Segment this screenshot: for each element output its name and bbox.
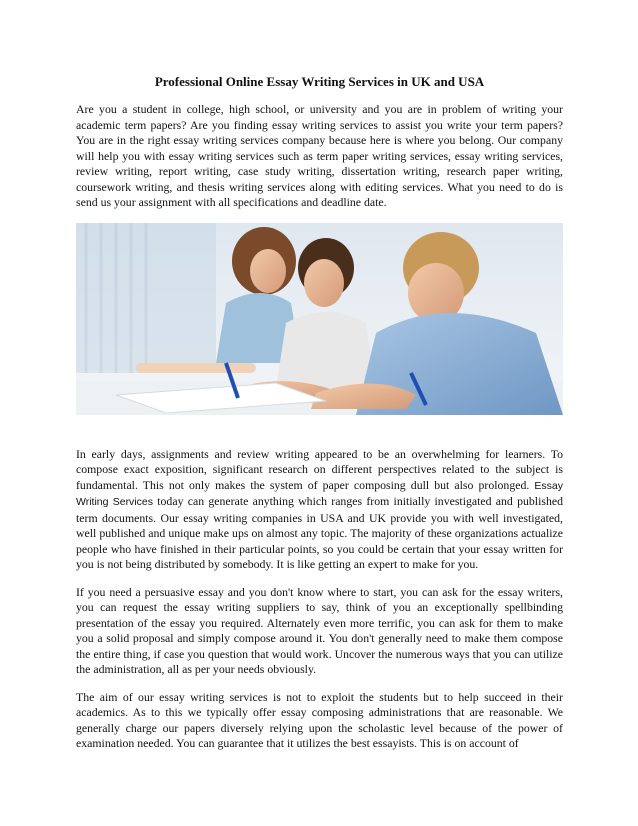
paragraph-early-days (76, 447, 563, 573)
paragraph-early-days-part2: today can generate anything which ranges from initially investigated and published term documents. Our essay writing companies in USA and UK provide you with well investigated, well published and unique make ups on almost any topic. The majority of these organizations actualize people who have finished in their particular points, so you could be certain that your essay written for you is not being distributed by somebody. It is like getting an expert to make for you. (76, 494, 563, 571)
page-title: Professional Online Essay Writing Services in UK and USA (154, 74, 485, 89)
essay-writing-services-link[interactable]: Essay Writing Services (76, 479, 563, 508)
paragraph-aim: The aim of our essay writing services is not to exploit the students but to help succeed in their academics. As to this we typically offer essay composing administrations that are reasonable. We generally charge our papers diversely relying upon the scholastic level because of the power of examination needed. You can guarantee that it utilizes the best essayists. This is on account of (76, 689, 563, 750)
paragraph-early-days-part1: In early days, assignments and review writing appeared to be an overwhelming for learners. To compose exact exposition, significant research on different perspectives related to the subject is fundamental. This not only makes the system of paper composing dull but also prolonged. (76, 446, 563, 492)
students-writing-photo (76, 223, 563, 415)
paragraph-persuasive-essay: If you need a persuasive essay and you don't know where to start, you can ask for the essay writers, you can request the essay writing suppliers to say, think of you an exceptionally spellbinding presentation of the essay you required. Alternately even more terrific, you can ask for them to make you a solid proposal and simply compose around it. You don't generally need to make them compose the entire thing, if case you question that would work. Uncover the numerous ways that you can utilize the administration, all as per your needs obviously. (76, 584, 563, 676)
students-writing-illustration (76, 223, 563, 415)
paragraph-intro: Are you a student in college, high school, or university and you are in problem of writing your academic term papers? Are you finding essay writing services to assist you write your term papers? You are in the right essay writing services company because here is where you belong. Our company will help you with essay writing services such as term paper writing services, essay writing services, review writing, report writing, case study writing, dissertation writing, research paper writing, coursework writing, and thesis writing services along with editing services. What you need to do is send us your assignment with all specifications and deadline date. (76, 102, 563, 209)
document-page (76, 74, 563, 764)
